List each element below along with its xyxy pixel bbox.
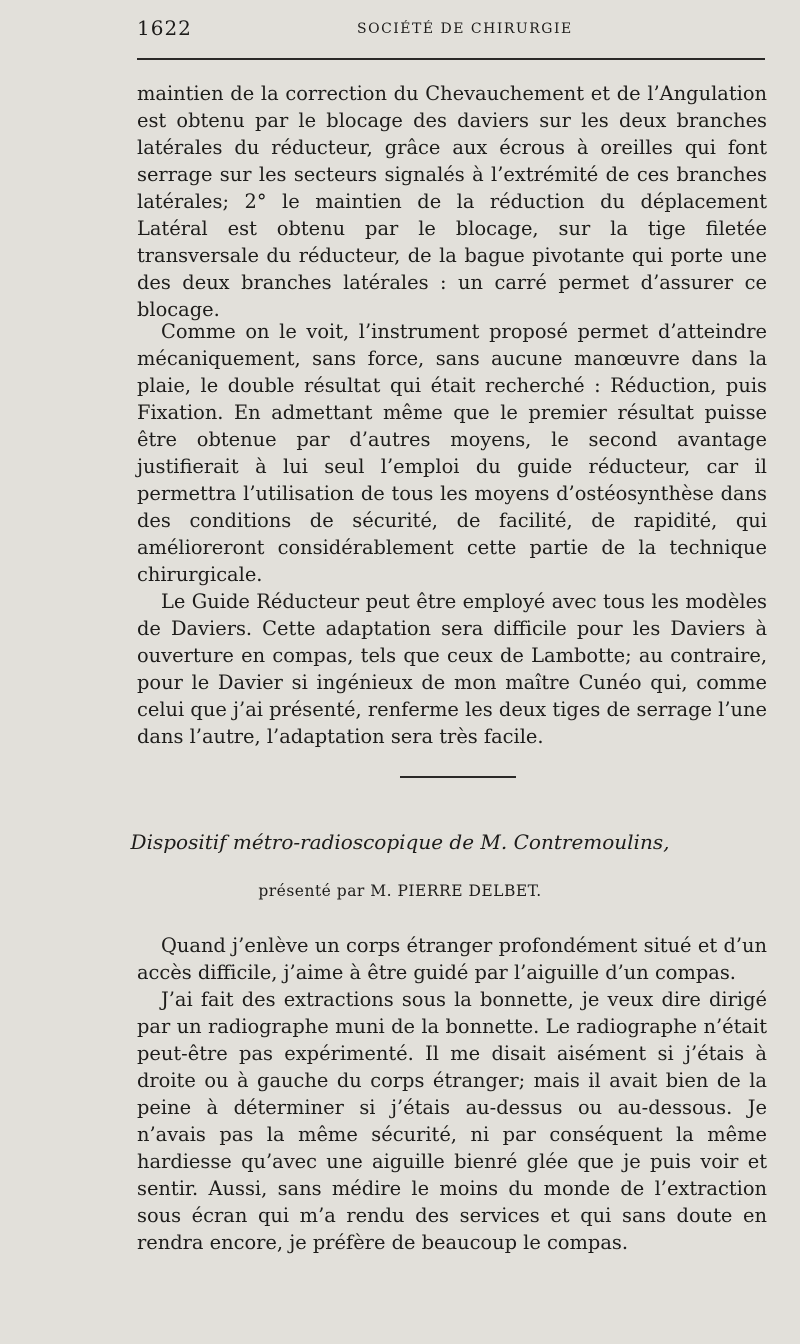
running-title: SOCIÉTÉ DE CHIRURGIE bbox=[357, 21, 573, 37]
page-header bbox=[137, 16, 767, 46]
continued-text bbox=[137, 80, 767, 323]
paragraph: J’ai fait des extractions sous la bonnette, je veux dire dirigé par un radiographe muni de la bonnette. Le radiographe n’était peut-être pas expérimenté. Il me disait aisément si j’étais à droite ou à gauche du corps étranger; mais il avait bien de la peine à déterminer si j’étais au-dessus ou au-dessous. Je n’avais pas la même sécurité, ni par conséquent la même hardiesse qu’avec une aiguille bienré glée que je puis voir et sentir. Aussi, sans médire le moins du monde de l’extraction sous écran qui m’a rendu des services et qui sans doute en rendra encore, je préfère de beaucoup le compas. bbox=[137, 988, 767, 1254]
page-number: 1622 bbox=[137, 16, 192, 40]
header-rule bbox=[137, 58, 765, 60]
article-body bbox=[137, 932, 767, 1256]
section-divider bbox=[400, 776, 516, 778]
paragraph: maintien de la correction du Chevauchement et de l’Angulation est obtenu par le blocage des daviers sur les deux branches latérales du réducteur, grâce aux écrous à oreilles qui font serrage sur les secteurs signalés à l’extrémité de ces branches latérales; 2° le maintien de la réduction du déplacement Latéral est obtenu par le blocage, sur la tige filetée transversale du réducteur, de la bague pivotante qui porte une des deux branches latérales : un carré permet d’assurer ce blocage. bbox=[137, 82, 767, 321]
paragraph: Quand j’enlève un corps étranger profondément situé et d’un accès difficile, j’aime à être guidé par l’aiguille d’un compas. bbox=[137, 934, 767, 984]
conclusion-text bbox=[137, 318, 767, 750]
paragraph: Comme on le voit, l’instrument proposé permet d’atteindre mécaniquement, sans force, sans aucune manœuvre dans la plaie, le double résultat qui était recherché : Réduction, puis Fixation. En admettant même que le premier résultat puisse être obtenue par d’autres moyens, le second avantage justifierait à lui seul l’emploi du guide réducteur, car il permettra l’utilisation de tous les moyens d’ostéosynthèse dans des conditions de sécurité, de facilité, de rapidité, qui amélioreront considérablement cette partie de la technique chirurgicale. bbox=[137, 320, 767, 586]
article-presenter: présenté par M. PIERRE DELBET. bbox=[258, 882, 542, 900]
paragraph: Le Guide Réducteur peut être employé avec tous les modèles de Daviers. Cette adaptation sera difficile pour les Daviers à ouverture en compas, tels que ceux de Lambotte; au contraire, pour le Davier si ingénieux de mon maître Cunéo qui, comme celui que j’ai présenté, renferme les deux tiges de serrage l’une dans l’autre, l’adaptation sera très facile. bbox=[137, 590, 767, 748]
article-title: Dispositif métro-radioscopique de M. Contremoulins, bbox=[130, 830, 670, 854]
